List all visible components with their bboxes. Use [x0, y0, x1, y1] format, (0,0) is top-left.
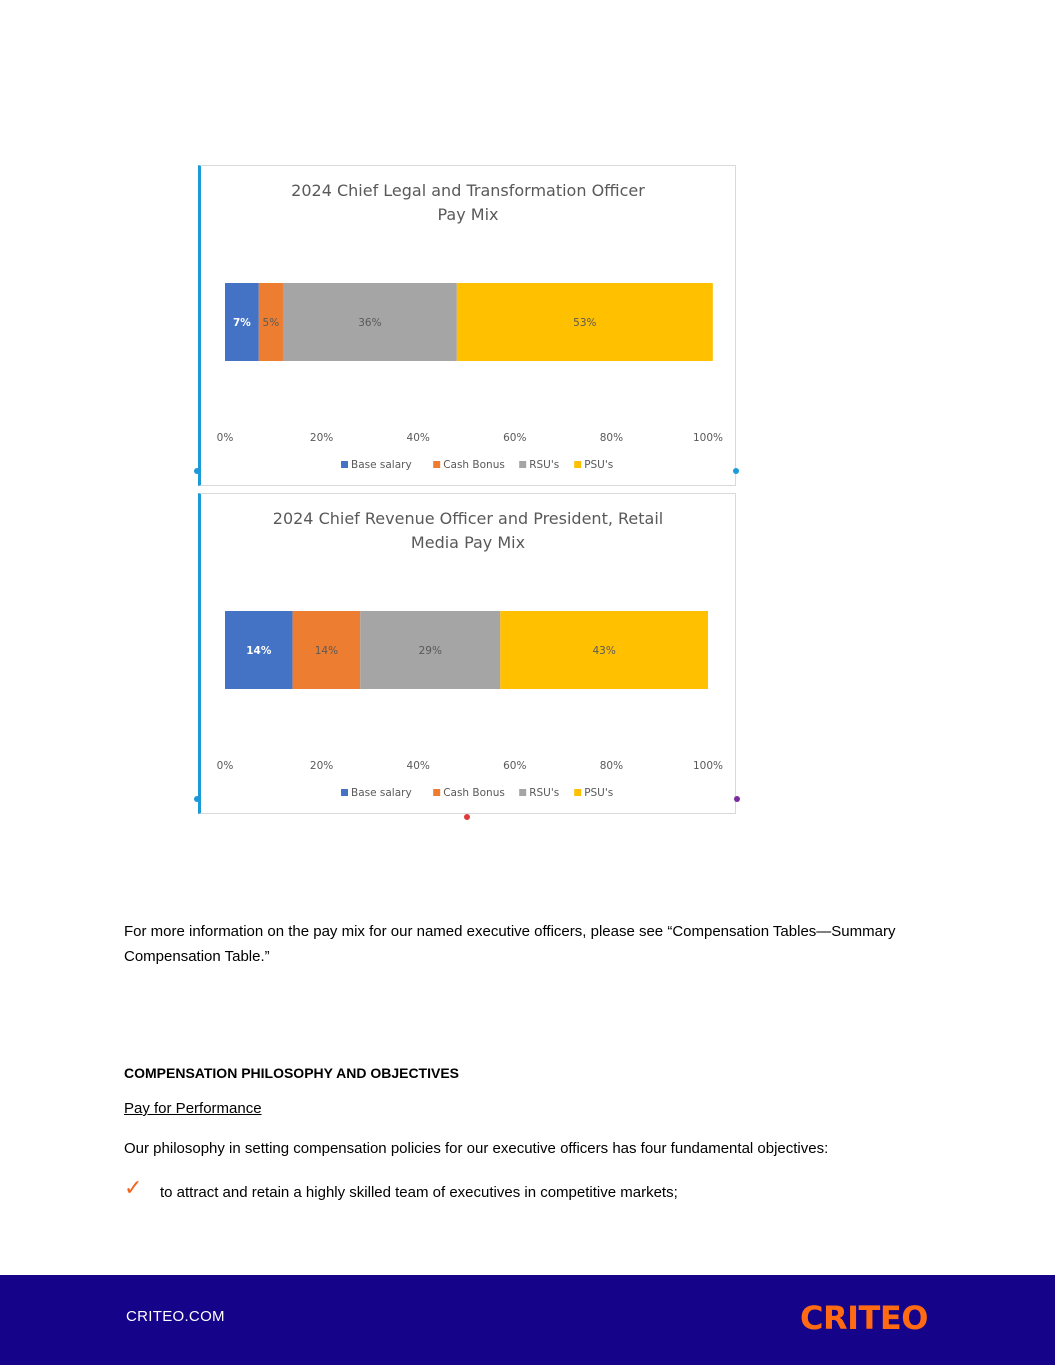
x-tick-label: 0%	[216, 432, 234, 444]
legend-swatch	[574, 789, 581, 796]
x-tick-label: 0%	[216, 760, 234, 772]
pay-mix-chart-legal-officer	[198, 165, 736, 486]
x-tick-label: 100%	[692, 432, 724, 444]
legend-swatch	[341, 789, 348, 796]
x-tick-label: 40%	[406, 432, 430, 444]
chart-title: 2024 Chief Revenue Officer and President, Retail	[272, 509, 664, 528]
section-heading: COMPENSATION PHILOSOPHY AND OBJECTIVES	[124, 1065, 460, 1081]
legend-swatch	[519, 789, 526, 796]
x-tick-label: 20%	[309, 760, 334, 772]
chart-title: Media Pay Mix	[410, 533, 526, 552]
chart-resize-handle[interactable]	[464, 814, 470, 820]
pay-mix-reference-paragraph: For more information on the pay mix for our named executive officers, please see “Compensation Tables—Summary Compensation Table.”	[124, 923, 896, 965]
pay-mix-chart-revenue-officer	[198, 493, 736, 814]
data-label: 14%	[314, 645, 339, 657]
chart-resize-handle[interactable]	[733, 468, 739, 474]
x-tick-label: 80%	[599, 432, 624, 444]
legend-label: Cash Bonus	[443, 787, 505, 799]
legend-label: PSU's	[584, 459, 614, 471]
x-tick-label: 100%	[692, 760, 724, 772]
legend-label: Base salary	[351, 459, 412, 471]
x-tick-label: 60%	[503, 432, 527, 444]
philosophy-paragraph: Our philosophy in setting compensation policies for our executive officers has four fundamental objectives:	[124, 1140, 829, 1157]
legend-swatch	[433, 461, 440, 468]
legend-swatch	[341, 461, 348, 468]
checkmark-icon: ✓	[124, 1175, 143, 1200]
data-label: 14%	[246, 645, 272, 657]
criteo-logo: CRITEO	[800, 1299, 928, 1337]
data-label: 53%	[573, 317, 597, 329]
chart-resize-handle[interactable]	[734, 796, 740, 802]
chart-resize-handle[interactable]	[194, 468, 200, 474]
page-footer	[0, 1275, 1055, 1365]
data-label: 36%	[358, 317, 382, 329]
legend-swatch	[519, 461, 526, 468]
chart-svg	[201, 166, 734, 485]
legend-swatch	[574, 461, 581, 468]
legend-label: RSU's	[529, 459, 560, 471]
x-tick-label: 80%	[599, 760, 624, 772]
legend-label: PSU's	[584, 787, 614, 799]
legend-swatch	[433, 789, 440, 796]
chart-resize-handle[interactable]	[194, 796, 200, 802]
data-label: 43%	[592, 645, 616, 657]
chart-svg	[201, 494, 734, 813]
x-tick-label: 40%	[406, 760, 430, 772]
objective-bullet-text: to attract and retain a highly skilled team of executives in competitive markets;	[160, 1184, 678, 1201]
x-tick-label: 60%	[503, 760, 527, 772]
chart-title: 2024 Chief Legal and Transformation Officer	[291, 181, 645, 200]
subsection-heading: Pay for Performance	[124, 1100, 262, 1117]
legend-label: Base salary	[351, 787, 412, 799]
website-link[interactable]: CRITEO.COM	[126, 1308, 225, 1325]
chart-title: Pay Mix	[437, 205, 499, 224]
legend-label: RSU's	[529, 787, 560, 799]
data-label: 5%	[262, 317, 280, 329]
data-label: 7%	[232, 317, 251, 329]
legend-label: Cash Bonus	[443, 459, 505, 471]
x-tick-label: 20%	[309, 432, 334, 444]
data-label: 29%	[418, 645, 442, 657]
